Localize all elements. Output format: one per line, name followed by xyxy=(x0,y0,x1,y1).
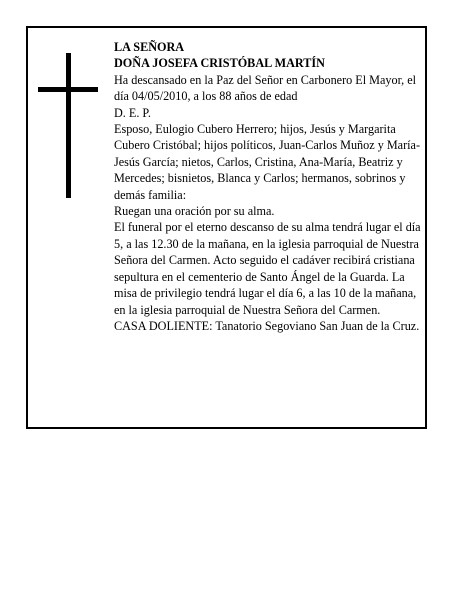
funeral-details: El funeral por el eterno descanso de su alma tendrá lugar el día 5, a las 12.30 de la mañana, en la iglesia parroquial de Nuestra Señora del Carmen. Acto seguido el cadáver recibirá cristiana sepultura en el cementerio de Santo Ángel de la Guarda. La misa de privilegio tendrá lugar el día 6, a las 10 de la mañana, en la iglesia parroquial de Nuestra Señora del Carmen. xyxy=(114,220,421,317)
cross-vertical-bar xyxy=(66,53,71,198)
cross-horizontal-bar xyxy=(38,87,98,92)
rest-in-peace: D. E. P. xyxy=(114,105,151,120)
family-members: Esposo, Eulogio Cubero Herrero; hijos, Jesús y Margarita Cubero Cristóbal; hijos políticos, Juan-Carlos Muñoz y María-Jesús García; nietos, Carlos, Cristina, Ana-María, Beatriz y Mercedes; bisnietos, Blanca y Carlos; hermanos, sobrinos y demás familia: xyxy=(114,122,421,202)
mourning-house: CASA DOLIENTE: Tanatorio Segoviano San Juan de la Cruz. xyxy=(114,318,420,333)
prayer-request: Ruegan una oración por su alma. xyxy=(114,204,275,219)
notice-title: LA SEÑORA xyxy=(114,40,185,54)
death-announcement: Ha descansado en la Paz del Señor en Carbonero El Mayor, el día 04/05/2010, a los 88 años de edad xyxy=(114,72,417,104)
obituary-notice xyxy=(26,26,427,429)
deceased-name: DOÑA JOSEFA CRISTÓBAL MARTÍN xyxy=(114,56,325,71)
cross-icon xyxy=(38,53,98,198)
notice-text xyxy=(114,39,422,334)
